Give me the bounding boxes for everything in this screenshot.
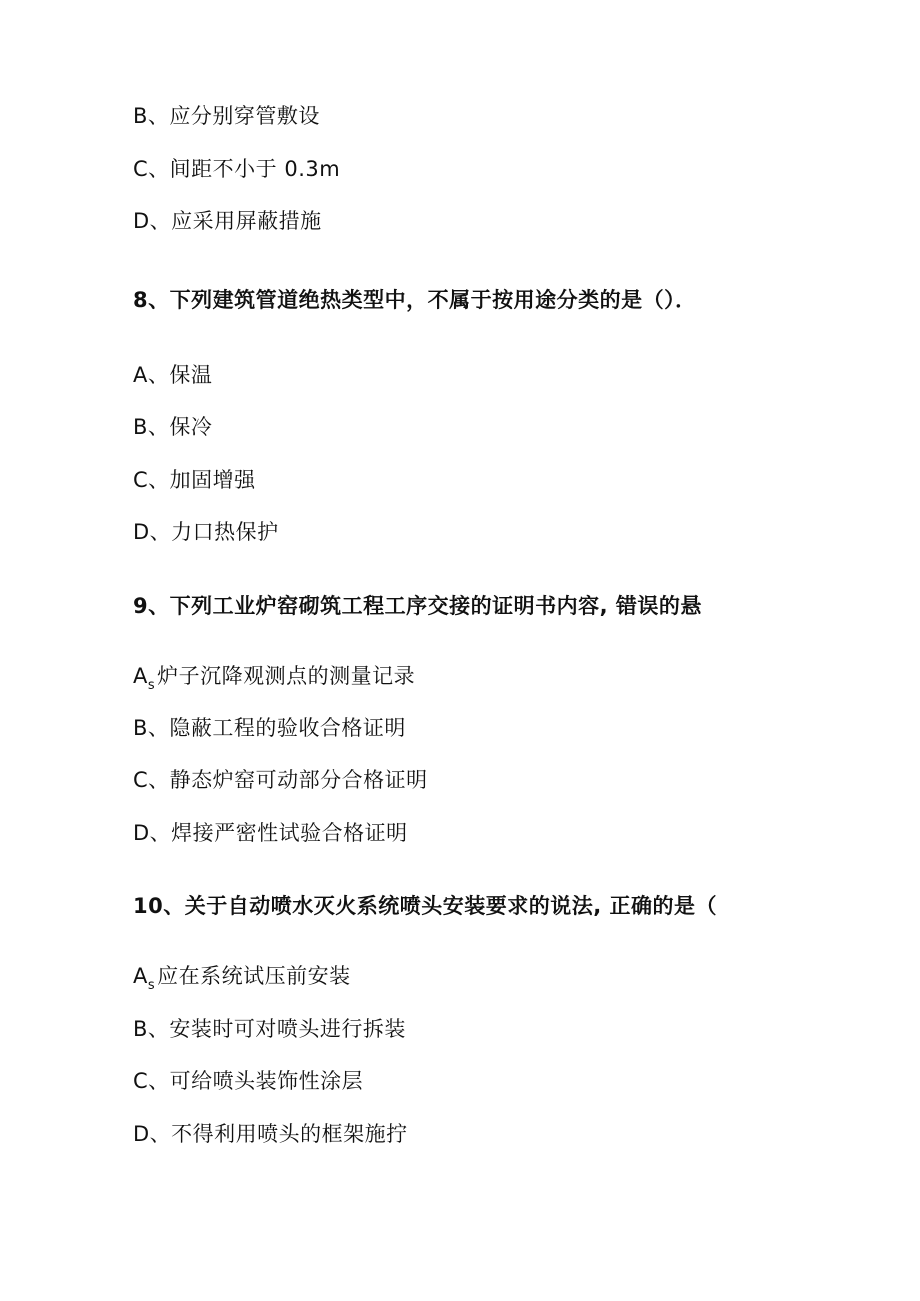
option-separator: 、 [149,209,172,233]
option-text: 应采用屏蔽措施 [171,209,322,233]
question-9-text: 9、下列工业炉窑砌筑工程工序交接的证明书内容, 错误的悬 [133,594,702,618]
option-a [133,963,351,993]
option-text: 安装时可对喷头进行拆装 [169,1017,406,1041]
option-d [133,1121,408,1147]
option-separator: 、 [148,157,170,181]
option-letter: C [133,768,149,792]
option-separator: 、 [148,1069,170,1093]
option-d [133,519,279,545]
option-letter: A [133,664,148,688]
option-c [133,1068,363,1094]
option-letter: A [133,964,148,988]
option-separator: 、 [147,363,170,387]
question-10-text: 10、关于自动喷水灭火系统喷头安装要求的说法, 正确的是（ [133,894,718,918]
option-separator: 、 [147,1017,170,1041]
option-letter: D [133,821,150,845]
option-separator: 、 [148,468,170,492]
option-d [133,208,322,234]
option-c [133,467,256,493]
option-text: 间距不小于 0.3m [169,157,341,181]
option-letter: D [133,209,150,233]
option-separator: s [147,978,156,993]
option-letter: B [133,104,148,128]
option-b [133,414,212,440]
option-letter: A [133,363,148,387]
option-letter: B [133,1017,148,1041]
option-c [133,767,428,793]
option-a [133,663,415,693]
option-separator: 、 [148,768,170,792]
question-8-text: 8、下列建筑管道绝热类型中，不属于按用途分类的是（）． [133,288,697,312]
option-text: 炉子沉降观测点的测量记录 [157,664,416,688]
option-text: 隐蔽工程的验收合格证明 [169,716,406,740]
option-letter: D [133,520,150,544]
option-separator: 、 [149,1122,172,1146]
option-separator: s [147,678,156,693]
option-b [133,1016,406,1042]
option-letter: C [133,157,149,181]
option-a [133,362,212,388]
option-b [133,715,406,741]
option-text: 焊接严密性试验合格证明 [171,821,408,845]
option-text: 静态炉窑可动部分合格证明 [169,768,428,792]
option-text: 可给喷头装饰性涂层 [169,1069,364,1093]
option-text: 保温 [169,363,213,387]
option-b [133,103,320,129]
option-c [133,156,340,182]
option-letter: B [133,716,148,740]
option-letter: D [133,1122,150,1146]
option-separator: 、 [149,821,172,845]
option-separator: 、 [147,104,170,128]
option-text: 应在系统试压前安装 [157,964,351,988]
option-letter: C [133,468,149,492]
option-letter: B [133,415,148,439]
option-text: 保冷 [169,415,213,439]
option-separator: 、 [147,415,170,439]
option-text: 力口热保护 [171,520,279,544]
option-separator: 、 [149,520,172,544]
option-text: 不得利用喷头的框架施拧 [171,1122,408,1146]
option-text: 应分别穿管敷设 [169,104,320,128]
option-letter: C [133,1069,149,1093]
option-text: 加固增强 [169,468,256,492]
option-separator: 、 [147,716,170,740]
option-d [133,820,408,846]
